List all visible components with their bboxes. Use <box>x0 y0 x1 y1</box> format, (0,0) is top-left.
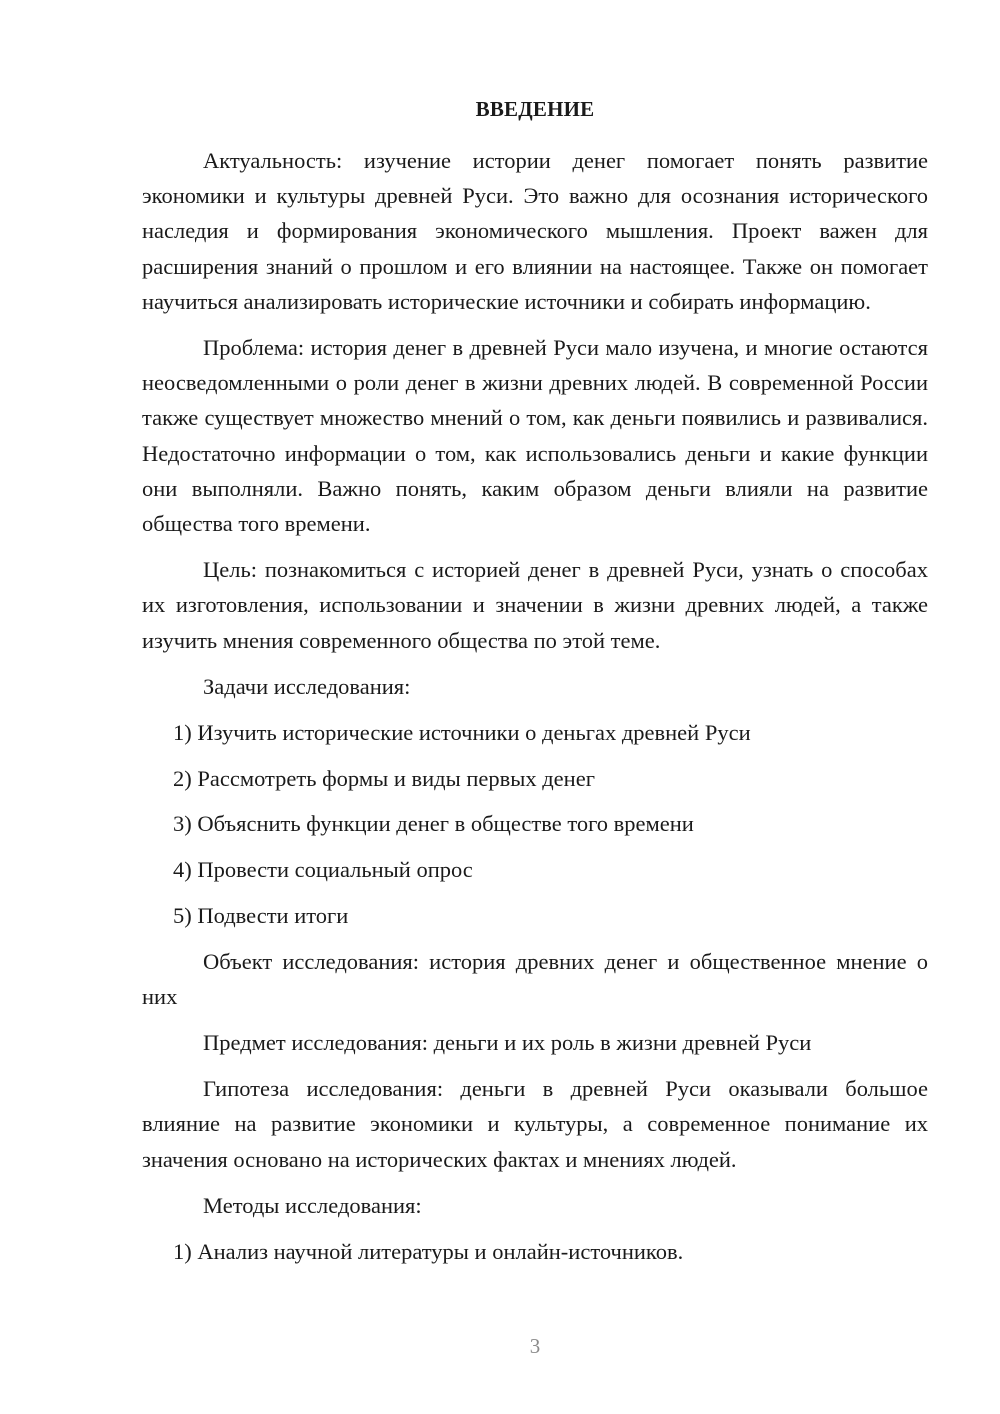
task-item: 3) Объяснить функции денег в обществе того времени <box>173 811 694 837</box>
hypothesis-paragraph: Гипотеза исследования: деньги в древней Руси оказывали большое влияние на развитие экономики и культуры, а современное понимание их значения основано на исторических фактах и мнениях людей. <box>142 1076 928 1172</box>
page-heading: ВВЕДЕНИЕ <box>475 97 595 121</box>
method-item: 1) Анализ научной литературы и онлайн-источников. <box>173 1238 684 1264</box>
methods-title: Методы исследования: <box>203 1192 422 1218</box>
relevance-paragraph: Актуальность: изучение истории денег помогает понять развитие экономики и культуры древней Руси. Это важно для осознания исторического наследия и формирования экономического мышления. Проект важен для расширения знаний о прошлом и его влиянии на настоящее. Также он помогает научиться анализировать исторические источники и собирать информацию. <box>142 148 928 314</box>
tasks-title: Задачи исследования: <box>203 673 411 699</box>
tasks-list <box>142 715 928 933</box>
task-item: 5) Подвести итоги <box>173 902 349 928</box>
methods-list <box>142 1234 928 1269</box>
subject-paragraph: Предмет исследования: деньги и их роль в жизни древней Руси <box>203 1029 812 1055</box>
object-paragraph: Объект исследования: история древних денег и общественное мнение о них <box>142 948 928 1009</box>
task-item: 1) Изучить исторические источники о деньгах древней Руси <box>173 720 751 746</box>
task-item: 2) Рассмотреть формы и виды первых денег <box>173 765 595 791</box>
goal-paragraph: Цель: познакомиться с историей денег в древней Руси, узнать о способах их изготовления, использовании и значении в жизни древних людей, а также изучить мнения современного общества по этой теме. <box>142 557 928 653</box>
problem-paragraph: Проблема: история денег в древней Руси мало изучена, и многие остаются неосведомленными о роли денег в жизни древних людей. В современной России также существует множество мнений о том, как деньги появились и развивалися. Недостаточно информации о том, как использовались деньги и какие функции они выполняли. Важно понять, каким образом деньги влияли на развитие общества того времени. <box>142 335 928 537</box>
document-body <box>142 143 928 1280</box>
page-number: 3 <box>529 1334 541 1358</box>
task-item: 4) Провести социальный опрос <box>173 857 473 883</box>
